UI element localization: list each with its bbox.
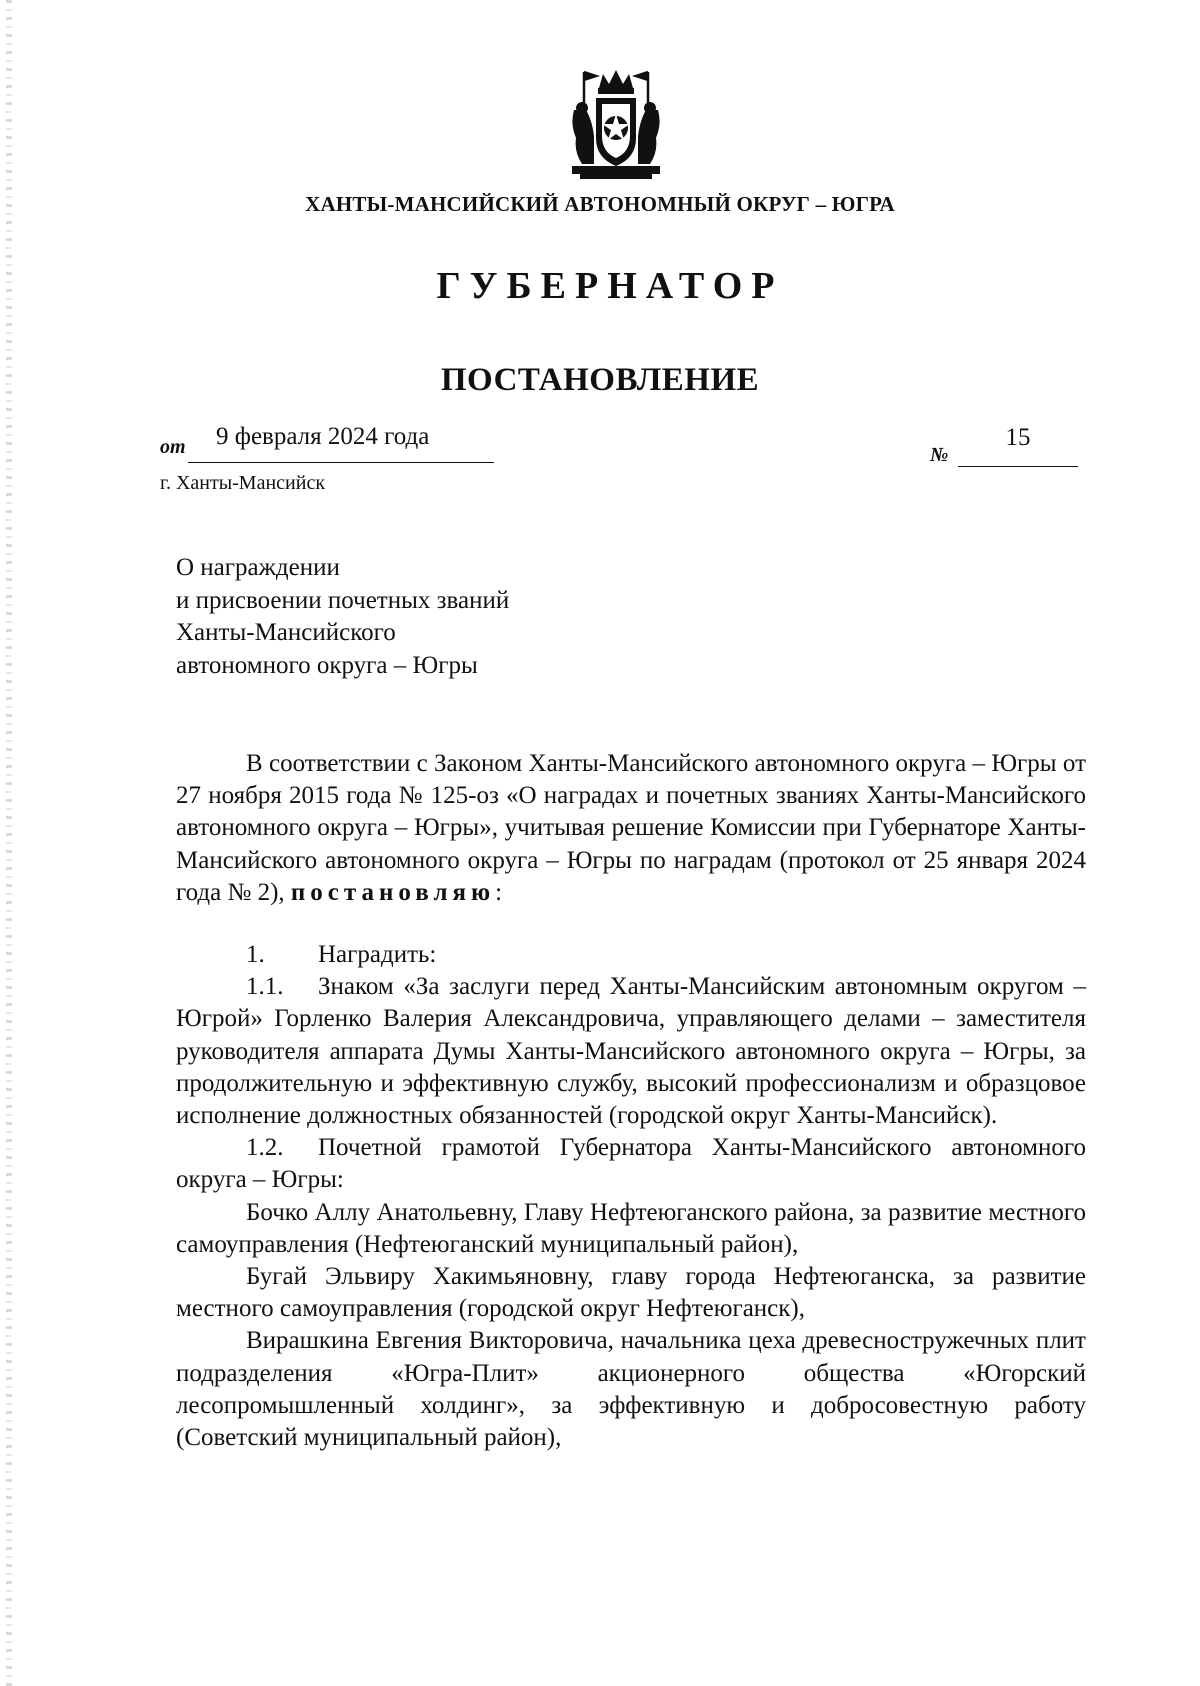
- awardee-paragraph: Бочко Аллу Анатольевну, Главу Нефтеюганского района, за развитие местного самоуправления (Нефтеюганский муниципальный район),: [176, 1198, 1086, 1258]
- item-text: Почетной грамотой Губернатора Ханты-Мансийского автономного округа – Югры:: [176, 1134, 1086, 1194]
- decree-colon: :: [495, 878, 503, 906]
- decree-word: постановляю: [290, 878, 496, 906]
- document-number: 15: [1005, 424, 1031, 451]
- number-underline: [958, 466, 1078, 467]
- preamble-paragraph: [176, 748, 1086, 909]
- item-text: Знаком «За заслуги перед Ханты-Мансийским автономным округом – Югрой» Горленко Валерия Александровича, управляющего делами – заместителя руководителя аппарата Думы Ханты-Мансийского автономного округа – Югры, за продолжительную и эффективную службу, высокий профессионализм и образцовое исполнение должностных обязанностей (городской округ Ханты-Мансийск).: [176, 973, 1086, 1130]
- subject-line: и присвоении почетных званий: [176, 586, 510, 614]
- item-number: 1.: [246, 941, 265, 969]
- number-label: №: [930, 444, 949, 466]
- region-name: ХАНТЫ-МАНСИЙСКИЙ АВТОНОМНЫЙ ОКРУГ – ЮГРА: [305, 192, 895, 216]
- subject-line: О награждении: [176, 554, 340, 581]
- awardee-paragraph: Вирашкина Евгения Викторовича, начальника цеха древесностружечных плит подразделения «Югра-Плит» акционерного общества «Югорский лесопромышленный холдинг», за эффективную и добросовестную работу (Советский муниципальный район),: [176, 1327, 1086, 1452]
- subject-line: автономного округа – Югры: [176, 651, 478, 679]
- date-label: от: [160, 436, 186, 458]
- document-body: [176, 748, 1086, 1454]
- item-number: 1.2.: [246, 1134, 284, 1162]
- item-1: [176, 939, 1086, 971]
- item-1-1: [176, 971, 1086, 1132]
- awardee-paragraph: Бугай Эльвиру Хакимьяновну, главу города Нефтеюганска, за развитие местного самоуправления (городской округ Нефтеюганск),: [176, 1263, 1086, 1323]
- city: г. Ханты-Мансийск: [160, 472, 326, 494]
- scan-edge: [6, 0, 12, 1686]
- date-underline: [188, 462, 494, 463]
- subject-line: Ханты-Мансийского: [176, 619, 396, 646]
- preamble-text: В соответствии с Законом Ханты-Мансийского автономного округа – Югры от 27 ноября 2015 года № 125-оз «О наградах и почетных званиях Ханты-Мансийского автономного округа – Югры», учитывая решение Комиссии при Губернаторе Ханты-Мансийского автономного округа – Югры по наградам (протокол от 25 января 2024 года № 2),: [176, 750, 1086, 906]
- item-1-2: [176, 1132, 1086, 1196]
- document-date: 9 февраля 2024 года: [216, 423, 430, 450]
- item-text: Наградить:: [318, 941, 437, 969]
- item-number: 1.1.: [246, 973, 284, 1001]
- coat-of-arms-icon: [566, 66, 666, 182]
- authority-title: ГУБЕРНАТОР: [436, 265, 784, 307]
- document-subject: [176, 552, 509, 682]
- document-type: ПОСТАНОВЛЕНИЕ: [440, 362, 760, 398]
